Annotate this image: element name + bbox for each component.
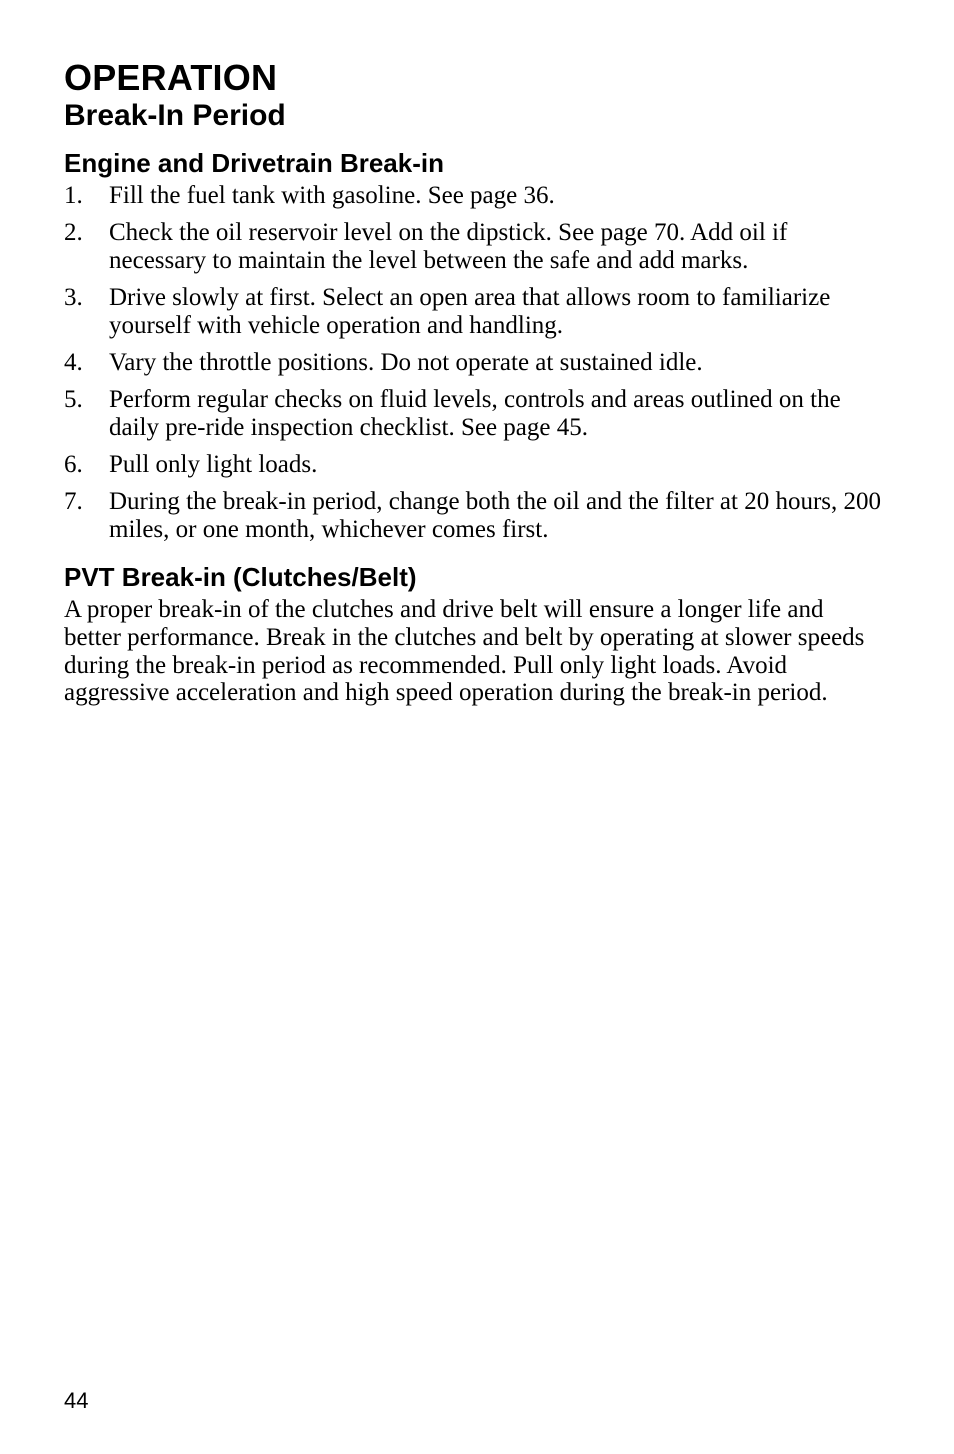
pvt-break-in-paragraph: A proper break-in of the clutches and drive belt will ensure a longer life and better performance. Break in the clutches and belt by operating at slower speeds during the break-in period as recommended. Pull only light loads. Avoid aggressive acceleration and high speed operation during the break-in period.: [64, 596, 865, 707]
list-item: [64, 451, 884, 479]
list-item: [64, 386, 884, 442]
list-item-text: Fill the fuel tank with gasoline. See page 36.: [109, 182, 555, 209]
page-title: OPERATION: [64, 57, 278, 98]
section-heading-pvt-break-in: PVT Break-in (Clutches/Belt): [64, 562, 417, 592]
list-item-number: 2.: [64, 219, 83, 246]
list-item: [64, 284, 884, 340]
manual-page: [64, 58, 884, 707]
list-item: [64, 349, 884, 377]
break-in-steps-list: [64, 182, 884, 544]
page-number: 44: [64, 1388, 89, 1413]
list-item-text: Vary the throttle positions. Do not operate at sustained idle.: [109, 349, 703, 376]
section-heading-engine-drivetrain: Engine and Drivetrain Break-in: [64, 148, 444, 178]
list-item: [64, 182, 884, 210]
list-item-text: Check the oil reservoir level on the dipstick. See page 70. Add oil if necessary to maintain the level between the safe and add marks.: [109, 219, 788, 274]
list-item-number: 6.: [64, 451, 83, 478]
list-item: [64, 219, 884, 275]
list-item-number: 7.: [64, 488, 83, 515]
page-subtitle: Break-In Period: [64, 99, 286, 132]
list-item-number: 1.: [64, 182, 83, 209]
list-item-text: Perform regular checks on fluid levels, controls and areas outlined on the daily pre-ride inspection checklist. See page 45.: [109, 386, 841, 441]
list-item-number: 4.: [64, 349, 83, 376]
list-item-number: 5.: [64, 386, 83, 413]
list-item-text: Drive slowly at first. Select an open area that allows room to familiarize yourself with vehicle operation and handling.: [109, 284, 831, 339]
list-item: [64, 488, 884, 544]
list-item-text: During the break-in period, change both the oil and the filter at 20 hours, 200 miles, or one month, whichever comes first.: [109, 488, 882, 543]
list-item-text: Pull only light loads.: [109, 451, 318, 478]
list-item-number: 3.: [64, 284, 83, 311]
